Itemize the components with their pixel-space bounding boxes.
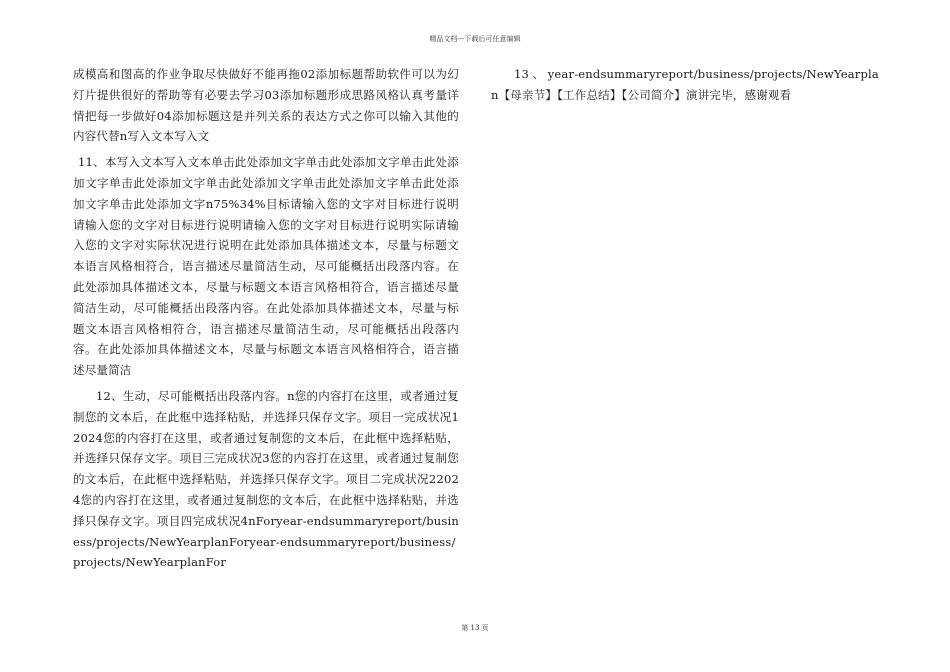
paragraph-12: 12、生动，尽可能概括出段落内容。n您的内容打在这里，或者通过复制您的文本后，在此框中选择粘贴，并选择只保存文字。项目一完成状况12024您的内容打在这里，或者通过复制您的文本后，在此框中选择粘贴，并选择只保存文字。项目三完成状况3您的内容打在这里，或者通过复制您的文本后，在此框中选择粘贴，并选择只保存文字。项目二完成状况22024您的内容打在这里，或者通过复制您的文本后，在此框中选择粘贴，并选择只保存文字。项目四完成状况4nForyear-endsummaryreport/business/projects/NewYearplanForyear-endsummaryreport/business/projects/NewYearplanFor <box>73 388 459 570</box>
paragraph-13: 13、year-endsummaryreport/business/projects/NewYearplan【母亲节】【工作总结】【公司简介】演讲完毕，感谢观看 <box>491 67 879 102</box>
paragraph-intro: 成模高和图高的作业争取尽快做好不能再拖02添加标题帮助软件可以为幻灯片提供很好的帮助等有必要去学习03添加标题形成思路风格认真考量详情把每一步做好04添加标题这是并列关系的表达方式之你可以输入其他的内容代替n写入文本写入文 <box>73 67 459 144</box>
left-column <box>73 64 459 578</box>
right-column <box>491 64 879 111</box>
page-header: 精品文档---下载后可任意编辑 <box>429 35 521 43</box>
page-number: 第 13 页 <box>461 624 489 632</box>
paragraph-11: 11、本写入文本写入文本单击此处添加文字单击此处添加文字单击此处添加文字单击此处添加文字单击此处添加文字单击此处添加文字单击此处添加文字单击此处添加文字n75%34%目标请输入您的文字对目标进行说明请输入您的文字对目标进行说明请输入您的文字对目标进行说明实际请输入您的文字对实际状况进行说明在此处添加具体描述文本，尽量与标题文本语言风格相符合，语言描述尽量简洁生动，尽可能概括出段落内容。在此处添加具体描述文本，尽量与标题文本语言风格相符合，语言描述尽量简洁生动，尽可能概括出段落内容。在此处添加具体描述文本，尽量与标题文本语言风格相符合，语言描述尽量简洁生动，尽可能概括出段落内容。在此处添加具体描述文本，尽量与标题文本语言风格相符合，语言描述尽量简洁 <box>73 155 459 378</box>
